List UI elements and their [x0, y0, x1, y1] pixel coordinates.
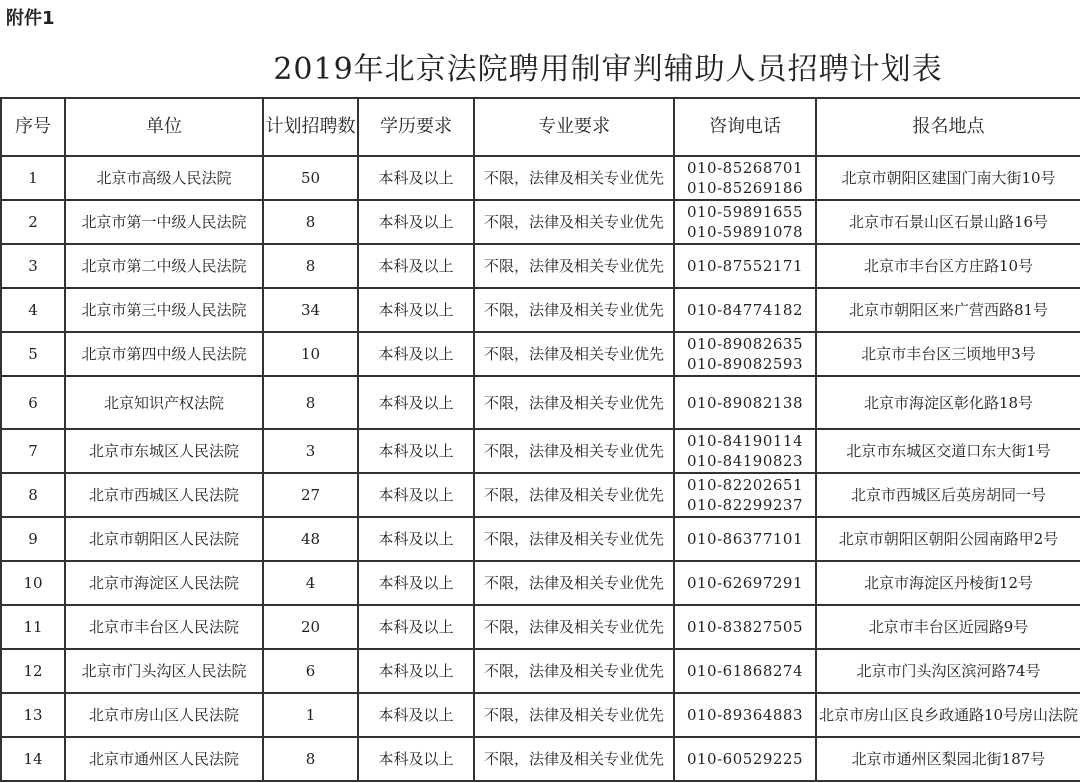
cell-major: 不限，法律及相关专业优先 [474, 517, 674, 561]
table-row [1, 737, 1080, 781]
cell-location: 北京市海淀区彰化路18号 [816, 376, 1080, 429]
header-phone: 咨询电话 [674, 98, 816, 156]
table-row [1, 332, 1080, 376]
cell-location: 北京市东城区交道口东大街1号 [816, 429, 1080, 473]
table-row [1, 288, 1080, 332]
recruitment-plan-table [0, 97, 1080, 782]
cell-count: 8 [263, 200, 358, 244]
cell-location: 北京市朝阳区建国门南大街10号 [816, 156, 1080, 200]
phone-number: 010-89364883 [686, 706, 804, 724]
phone-number: 010-61868274 [686, 662, 804, 680]
cell-no: 1 [1, 156, 65, 200]
cell-phone [674, 473, 816, 517]
cell-major: 不限，法律及相关专业优先 [474, 737, 674, 781]
cell-unit: 北京市第二中级人民法院 [65, 244, 263, 288]
cell-count: 10 [263, 332, 358, 376]
phone-number: 010-59891078 [686, 223, 804, 241]
cell-phone [674, 200, 816, 244]
phone-number: 010-84774182 [686, 301, 804, 319]
cell-education: 本科及以上 [358, 200, 474, 244]
cell-location: 北京市丰台区三顷地甲3号 [816, 332, 1080, 376]
cell-phone [674, 561, 816, 605]
cell-unit: 北京市第三中级人民法院 [65, 288, 263, 332]
cell-phone [674, 156, 816, 200]
cell-unit: 北京市第一中级人民法院 [65, 200, 263, 244]
phone-number: 010-84190823 [686, 452, 804, 470]
cell-phone [674, 517, 816, 561]
cell-location: 北京市丰台区近园路9号 [816, 605, 1080, 649]
cell-location: 北京市丰台区方庄路10号 [816, 244, 1080, 288]
cell-major: 不限，法律及相关专业优先 [474, 649, 674, 693]
table-row [1, 561, 1080, 605]
phone-number: 010-87552171 [686, 257, 804, 275]
attachment-label: 附件1 [6, 8, 55, 29]
table-row [1, 376, 1080, 429]
cell-major: 不限，法律及相关专业优先 [474, 200, 674, 244]
header-major: 专业要求 [474, 98, 674, 156]
cell-unit: 北京市朝阳区人民法院 [65, 517, 263, 561]
cell-major: 不限，法律及相关专业优先 [474, 288, 674, 332]
phone-number: 010-59891655 [686, 203, 804, 221]
phone-number: 010-62697291 [686, 574, 804, 592]
cell-major: 不限，法律及相关专业优先 [474, 605, 674, 649]
cell-count: 50 [263, 156, 358, 200]
phone-number: 010-82299237 [686, 496, 804, 514]
cell-no: 3 [1, 244, 65, 288]
cell-unit: 北京市通州区人民法院 [65, 737, 263, 781]
cell-no: 8 [1, 473, 65, 517]
cell-unit: 北京市海淀区人民法院 [65, 561, 263, 605]
cell-location: 北京市通州区梨园北街187号 [816, 737, 1080, 781]
cell-location: 北京市石景山区石景山路16号 [816, 200, 1080, 244]
cell-no: 13 [1, 693, 65, 737]
phone-number: 010-60529225 [686, 750, 804, 768]
cell-count: 6 [263, 649, 358, 693]
cell-no: 11 [1, 605, 65, 649]
cell-count: 4 [263, 561, 358, 605]
cell-location: 北京市房山区良乡政通路10号房山法院 [816, 693, 1080, 737]
cell-education: 本科及以上 [358, 693, 474, 737]
cell-count: 27 [263, 473, 358, 517]
cell-count: 8 [263, 244, 358, 288]
header-education: 学历要求 [358, 98, 474, 156]
phone-number: 010-84190114 [686, 432, 804, 450]
cell-count: 1 [263, 693, 358, 737]
cell-phone [674, 376, 816, 429]
cell-count: 8 [263, 737, 358, 781]
cell-count: 8 [263, 376, 358, 429]
phone-number: 010-85268701 [686, 159, 804, 177]
header-count: 计划招聘数 [263, 98, 358, 156]
header-unit: 单位 [65, 98, 263, 156]
cell-no: 10 [1, 561, 65, 605]
cell-education: 本科及以上 [358, 156, 474, 200]
cell-major: 不限，法律及相关专业优先 [474, 244, 674, 288]
cell-major: 不限，法律及相关专业优先 [474, 473, 674, 517]
table-row [1, 693, 1080, 737]
cell-unit: 北京市房山区人民法院 [65, 693, 263, 737]
cell-phone [674, 605, 816, 649]
cell-unit: 北京市西城区人民法院 [65, 473, 263, 517]
cell-major: 不限，法律及相关专业优先 [474, 376, 674, 429]
cell-location: 北京市朝阳区来广营西路81号 [816, 288, 1080, 332]
phone-number: 010-89082138 [686, 393, 804, 412]
cell-location: 北京市门头沟区滨河路74号 [816, 649, 1080, 693]
table-row [1, 429, 1080, 473]
cell-education: 本科及以上 [358, 376, 474, 429]
cell-education: 本科及以上 [358, 605, 474, 649]
cell-education: 本科及以上 [358, 429, 474, 473]
cell-unit: 北京市东城区人民法院 [65, 429, 263, 473]
cell-major: 不限，法律及相关专业优先 [474, 561, 674, 605]
cell-education: 本科及以上 [358, 244, 474, 288]
table-row [1, 156, 1080, 200]
phone-number: 010-89082593 [686, 355, 804, 373]
header-location: 报名地点 [816, 98, 1080, 156]
cell-phone [674, 693, 816, 737]
cell-major: 不限，法律及相关专业优先 [474, 693, 674, 737]
cell-location: 北京市海淀区丹棱街12号 [816, 561, 1080, 605]
cell-no: 9 [1, 517, 65, 561]
table-row [1, 649, 1080, 693]
cell-unit: 北京市门头沟区人民法院 [65, 649, 263, 693]
table-header-row [1, 98, 1080, 156]
cell-phone [674, 288, 816, 332]
table-row [1, 517, 1080, 561]
cell-no: 2 [1, 200, 65, 244]
cell-education: 本科及以上 [358, 517, 474, 561]
cell-no: 5 [1, 332, 65, 376]
cell-unit: 北京知识产权法院 [65, 376, 263, 429]
phone-number: 010-85269186 [686, 179, 804, 197]
table-row [1, 200, 1080, 244]
cell-phone [674, 332, 816, 376]
cell-count: 3 [263, 429, 358, 473]
cell-phone [674, 737, 816, 781]
cell-education: 本科及以上 [358, 332, 474, 376]
cell-no: 12 [1, 649, 65, 693]
phone-number: 010-86377101 [686, 530, 804, 548]
cell-major: 不限，法律及相关专业优先 [474, 429, 674, 473]
cell-count: 20 [263, 605, 358, 649]
cell-unit: 北京市丰台区人民法院 [65, 605, 263, 649]
table-row [1, 473, 1080, 517]
cell-major: 不限，法律及相关专业优先 [474, 156, 674, 200]
phone-number: 010-89082635 [686, 335, 804, 353]
cell-education: 本科及以上 [358, 473, 474, 517]
page-title: 2019年北京法院聘用制审判辅助人员招聘计划表 [273, 52, 943, 87]
table-row [1, 605, 1080, 649]
cell-no: 14 [1, 737, 65, 781]
cell-count: 34 [263, 288, 358, 332]
cell-no: 6 [1, 376, 65, 429]
cell-education: 本科及以上 [358, 561, 474, 605]
cell-education: 本科及以上 [358, 288, 474, 332]
cell-location: 北京市西城区后英房胡同一号 [816, 473, 1080, 517]
phone-number: 010-83827505 [686, 618, 804, 636]
cell-unit: 北京市高级人民法院 [65, 156, 263, 200]
table-row [1, 244, 1080, 288]
cell-education: 本科及以上 [358, 737, 474, 781]
cell-education: 本科及以上 [358, 649, 474, 693]
cell-location: 北京市朝阳区朝阳公园南路甲2号 [816, 517, 1080, 561]
cell-phone [674, 649, 816, 693]
cell-phone [674, 244, 816, 288]
cell-no: 4 [1, 288, 65, 332]
cell-major: 不限，法律及相关专业优先 [474, 332, 674, 376]
cell-count: 48 [263, 517, 358, 561]
cell-no: 7 [1, 429, 65, 473]
header-no: 序号 [1, 98, 65, 156]
cell-phone [674, 429, 816, 473]
cell-unit: 北京市第四中级人民法院 [65, 332, 263, 376]
phone-number: 010-82202651 [686, 476, 804, 494]
